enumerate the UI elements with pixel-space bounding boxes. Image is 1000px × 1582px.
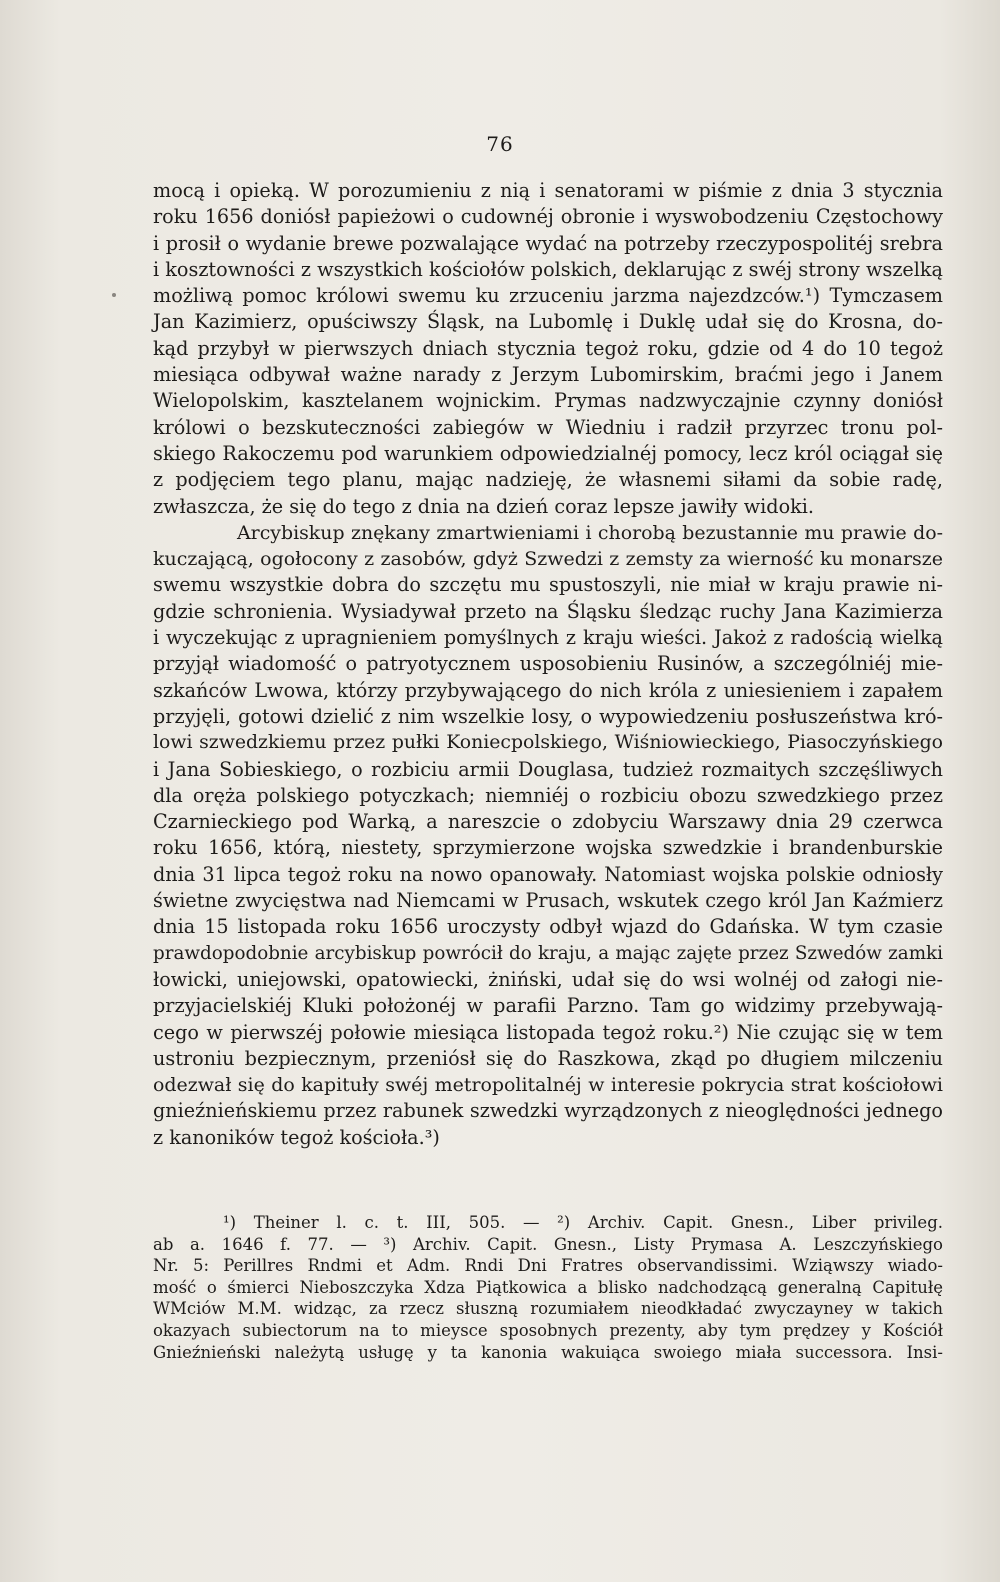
text-line: łowicki, uniejowski, opatowiecki, żniński, udał się do wsi wolnéj od załogi nie- bbox=[153, 967, 943, 991]
text-line: Czarnieckiego pod Warką, a nareszcie o zdobyciu Warszawy dnia 29 czerwca bbox=[153, 810, 943, 834]
paragraph-start-line: Arcybiskup znękany zmartwieniami i chorobą bezustannie mu prawie do- bbox=[237, 521, 943, 544]
text-line: i wyczekując z upragnieniem pomyślnych z kraju wieści. Jakoż z radością wielką bbox=[153, 626, 943, 650]
text-line: odezwał się do kapituły swéj metropolitalnéj w interesie pokrycia strat kościołowi bbox=[153, 1074, 943, 1097]
footnote-line: ab a. 1646 f. 77. — ³) Archiv. Capit. Gnesn., Listy Prymasa A. Leszczyńskiego bbox=[153, 1234, 943, 1254]
text-line: kąd przybył w pierwszych dniach stycznia tegoż roku, gdzie od 4 do 10 tegoż bbox=[153, 336, 943, 360]
footnote-line: okazyach subiectorum na to mieysce sposobnych prezenty, aby tym prędzey y Kościół bbox=[153, 1320, 943, 1340]
text-line: mocą i opieką. W porozumieniu z nią i senatorami w piśmie z dnia 3 stycznia bbox=[153, 179, 943, 202]
text-line: gdzie schronienia. Wysiadywał przeto na Śląsku śledząc ruchy Jana Kazimierza bbox=[153, 599, 943, 623]
footnote-line: Gnieźnieński należytą usługę y ta kanonia wakuiąca swoiego miała successora. Insi- bbox=[153, 1342, 943, 1362]
text-line: i prosił o wydanie brewe pozwalające wydać na potrzeby rzeczypospolitéj srebra bbox=[153, 231, 943, 255]
text-line: swemu wszystkie dobra do szczętu mu spustoszyli, nie miał w kraju prawie ni- bbox=[153, 573, 943, 597]
text-line: przyjacielskiéj Kluki położonéj w parafii Parzno. Tam go widzimy przebywają- bbox=[153, 994, 943, 1018]
paragraph-end-line: zwłaszcza, że się do tego z dnia na dzień coraz lepsze jawiły widoki. bbox=[153, 494, 815, 518]
text-line: dnia 15 listopada roku 1656 uroczysty odbył wjazd do Gdańska. W tym czasie bbox=[153, 915, 943, 939]
text-line: ustroniu bezpiecznym, przeniósł się do Raszkowa, zkąd po długiem milczeniu bbox=[153, 1046, 943, 1070]
page-number: 76 bbox=[486, 132, 514, 156]
footnote-line: WMciów M.M. widząc, za rzecz słuszną rozumiałem nieodkładać zwyczayney w takich bbox=[153, 1299, 943, 1319]
footnotes bbox=[153, 1212, 943, 1363]
text-line: dla oręża polskiego potyczkach; niemniéj o rozbiciu obozu szwedzkiego przez bbox=[153, 783, 943, 807]
text-line: przyjął wiadomość o patryotycznem usposobieniu Rusinów, a szczególniéj mie- bbox=[153, 652, 943, 676]
text-line: cego w pierwszéj połowie miesiąca listopada tegoż roku.²) Nie czując się w tem bbox=[153, 1020, 943, 1044]
text-line: z podjęciem tego planu, mając nadzieję, że własnemi siłami da sobie radę, bbox=[153, 468, 943, 492]
text-line: roku 1656 doniósł papieżowi o cudownéj obronie i wyswobodzeniu Częstochowy bbox=[153, 205, 943, 229]
text-line: lowi szwedzkiemu przez pułki Koniecpolskiego, Wiśniowieckiego, Piasoczyńskiego bbox=[153, 732, 943, 754]
text-line: szkańców Lwowa, którzy przybywającego do nich króla z uniesieniem i zapałem bbox=[153, 678, 943, 702]
text-line: królowi o bezskuteczności zabiegów w Wiedniu i radził przyrzec tronu pol- bbox=[153, 415, 943, 439]
text-line: miesiąca odbywał ważne narady z Jerzym Lubomirskim, braćmi jego i Janem bbox=[153, 363, 943, 387]
text-line: przyjęli, gotowi dzielić z nim wszelkie losy, o wypowiedzeniu posłuszeństwa kró- bbox=[153, 704, 943, 728]
main-text bbox=[153, 178, 943, 1151]
text-line: roku 1656, którą, niestety, sprzymierzone wojska szwedzkie i brandenburskie bbox=[153, 836, 943, 860]
text-line: Jan Kazimierz, opuściwszy Śląsk, na Lubomlę i Duklę udał się do Krosna, do- bbox=[153, 310, 943, 334]
text-line: kuczającą, ogołocony z zasobów, gdyż Szwedzi z zemsty za wierność ku monarsze bbox=[153, 548, 943, 571]
text-line: i Jana Sobieskiego, o rozbiciu armii Douglasa, tudzież rozmaitych szczęśliwych bbox=[153, 757, 943, 781]
text-line: możliwą pomoc królowi swemu ku zrzuceniu jarzma najezdzców.¹) Tymczasem bbox=[153, 284, 943, 308]
footnote-line: Nr. 5: Perillres Rndmi et Adm. Rndi Dni Fratres observandissimi. Wziąwszy wiado- bbox=[153, 1256, 943, 1276]
footnote-line: mość o śmierci Nieboszczyka Xdza Piątkowica a blisko nadchodzącą generalną Capitułę bbox=[153, 1277, 943, 1297]
footnote-line: ¹) Theiner l. c. t. III, 505. — ²) Archiv. Capit. Gnesn., Liber privileg. bbox=[223, 1213, 943, 1232]
text-line: Wielopolskim, kasztelanem wojnickim. Prymas nadzwyczajnie czynny doniósł bbox=[153, 389, 943, 413]
text-line: prawdopodobnie arcybiskup powrócił do kraju, a mając zajęte przez Szwedów zamki bbox=[153, 942, 943, 964]
text-line: skiego Rakoczemu pod warunkiem odpowiedzialnéj pomocy, lecz król ociągał się bbox=[153, 441, 943, 465]
text-line: dnia 31 lipca tegoż roku na nowo opanowały. Natomiast wojska polskie odniosły bbox=[153, 862, 943, 886]
paper-speck bbox=[112, 293, 116, 297]
paragraph-end-line: z kanoników tegoż kościoła.³) bbox=[153, 1125, 440, 1149]
text-line: gnieźnieńskiemu przez rabunek szwedzki wyrządzonych z nieoględności jednego bbox=[153, 1099, 943, 1123]
text-line: świetne zwycięstwa nad Niemcami w Prusach, wskutek czego król Jan Kaźmierz bbox=[153, 889, 943, 913]
text-line: i kosztowności z wszystkich kościołów polskich, deklarując z swéj strony wszelką bbox=[153, 257, 943, 281]
